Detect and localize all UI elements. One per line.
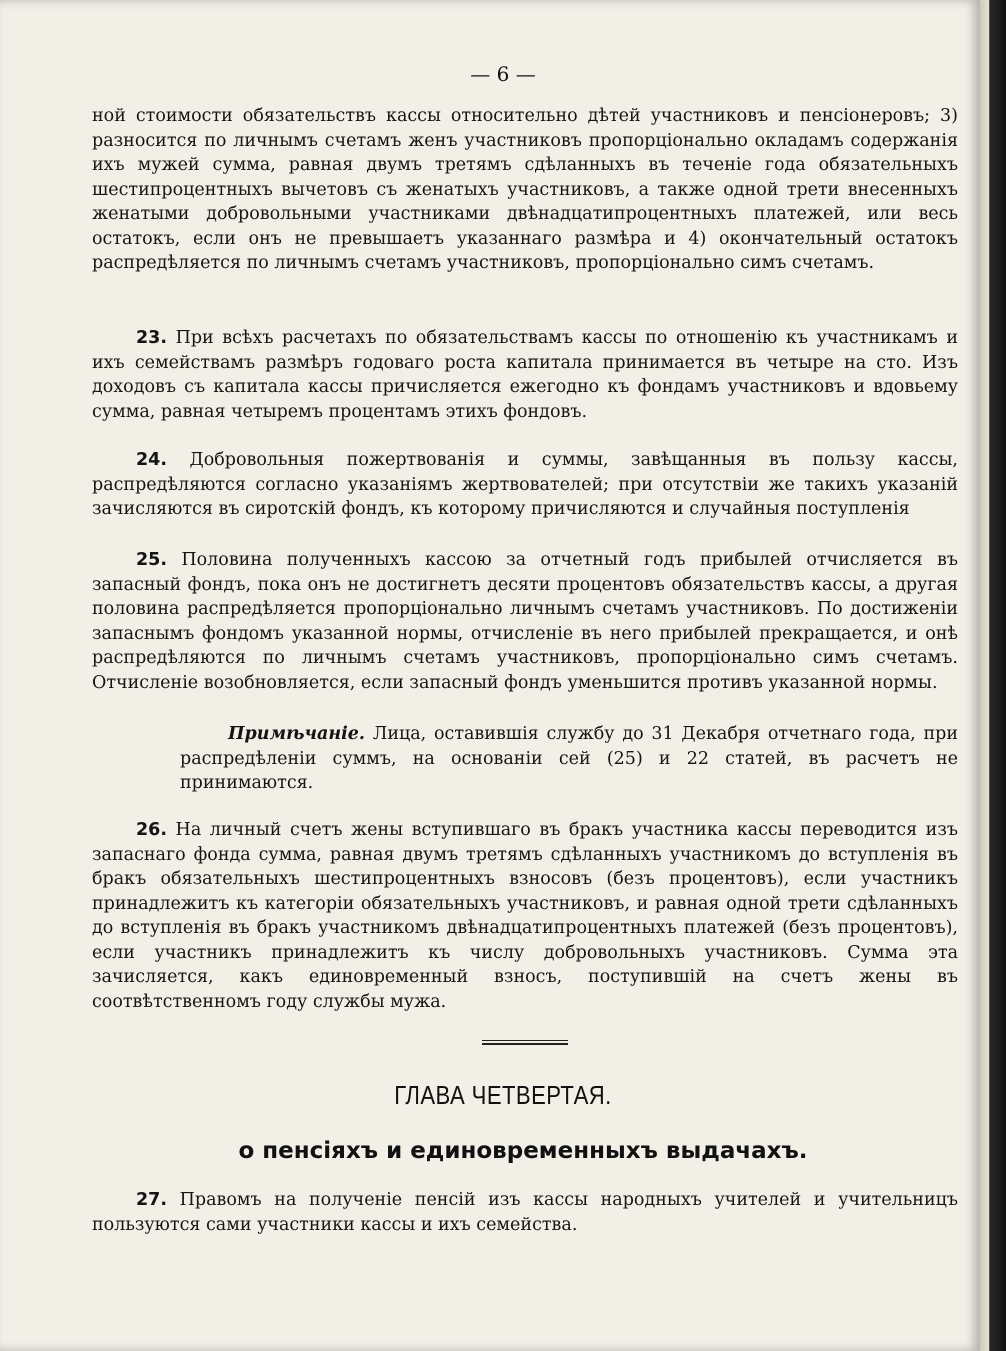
- note-label: Примѣчаніе.: [228, 724, 365, 744]
- paragraph-24-text: Добровольныя пожертвованія и суммы, завѣщанныя въ пользу кассы, распредѣляются согласно указаніямъ жертвователей; при отсутствіи же такихъ указаній зачисляются въ сиротскій фондъ, къ которому причисляются и случайныя поступленія: [92, 450, 958, 519]
- article-number-26: 26.: [136, 820, 168, 840]
- paragraph-23: [92, 326, 958, 424]
- article-number-24: 24.: [136, 450, 168, 470]
- paragraph-25: [92, 548, 958, 695]
- chapter-title: ГЛАВА ЧЕТВЕРТАЯ.: [394, 1080, 612, 1110]
- note-text: Лица, оставившія службу до 31 Декабря отчетнаго года, при распредѣленіи суммъ, на основаніи сей (25) и 22 статей, въ расчетъ не принимаются.: [180, 724, 958, 793]
- paragraph-26-text: На личный счетъ жены вступившаго въ бракъ участника кассы переводится изъ запаснаго фонда сумма, равная двумъ третямъ сдѣланныхъ участникомъ до вступленія въ бракъ обязательныхъ шестипроцентныхъ взносовъ (безъ процентовъ), если участникъ принадлежитъ къ категоріи обязательныхъ участниковъ, и равная одной трети сдѣланныхъ до вступленія въ бракъ участникомъ двѣнадцатипроцентныхъ платежей (безъ процентовъ), если участникъ принадлежитъ къ числу добровольныхъ участниковъ. Сумма эта зачисляется, какъ единовременный взносъ, поступившій на счетъ жены въ соотвѣтственномъ году службы мужа.: [92, 820, 958, 1012]
- paragraph-24: [92, 448, 958, 522]
- note-paragraph: [180, 722, 958, 796]
- page-edge: [980, 0, 1006, 1351]
- chapter-subtitle: о пенсіяхъ и единовременныхъ выдачахъ.: [238, 1138, 808, 1164]
- section-divider: [482, 1040, 568, 1046]
- paragraph-27: [92, 1188, 958, 1237]
- article-number-27: 27.: [136, 1190, 168, 1210]
- paragraph-23-text: При всѣхъ расчетахъ по обязательствамъ кассы по отношенію къ участникамъ и ихъ семействамъ размѣръ годоваго роста капитала принимается въ четыре на сто. Изъ доходовъ съ капитала кассы причисляется ежегодно къ фондамъ участниковъ и вдовьему сумма, равная четыремъ процентамъ этихъ фондовъ.: [92, 328, 958, 422]
- paragraph-26: [92, 818, 958, 1014]
- article-number-25: 25.: [136, 550, 168, 570]
- paragraph-27-text: Правомъ на полученіе пенсій изъ кассы народныхъ учителей и учительницъ пользуются сами участники кассы и ихъ семейства.: [92, 1190, 958, 1235]
- article-number-23: 23.: [136, 328, 168, 348]
- paragraph-25-text: Половина полученныхъ кассою за отчетный годъ прибылей отчисляется въ запасный фондъ, пока онъ не достигнетъ десяти процентовъ обязательствъ кассы, а другая половина распредѣляется пропорціонально личнымъ счетамъ участниковъ. По достиженіи запаснымъ фондомъ указанной нормы, отчисленіе въ него прибылей прекращается, и онѣ распредѣляются по личнымъ счетамъ участниковъ, пропорціонально симъ счетамъ. Отчисленіе возобновляется, если запасный фондъ уменьшится противъ указанной нормы.: [92, 550, 958, 693]
- paragraph-intro: ной стоимости обязательствъ кассы относительно дѣтей участниковъ и пенсіонеровъ; 3) разносится по личнымъ счетамъ женъ участниковъ пропорціонально окладамъ содержанія ихъ мужей сумма, равная двумъ третямъ сдѣланныхъ въ теченіе года обязательныхъ шестипроцентныхъ вычетовъ съ женатыхъ участниковъ, а также одной трети внесенныхъ женатыми добровольными участниками двѣнадцатипроцентныхъ платежей, или весь остатокъ, если онъ не превышаетъ указаннаго размѣра и 4) окончательный остатокъ распредѣляется по личнымъ счетамъ участниковъ, пропорціонально симъ счетамъ.: [92, 106, 958, 273]
- page-number: — 6 —: [470, 62, 536, 86]
